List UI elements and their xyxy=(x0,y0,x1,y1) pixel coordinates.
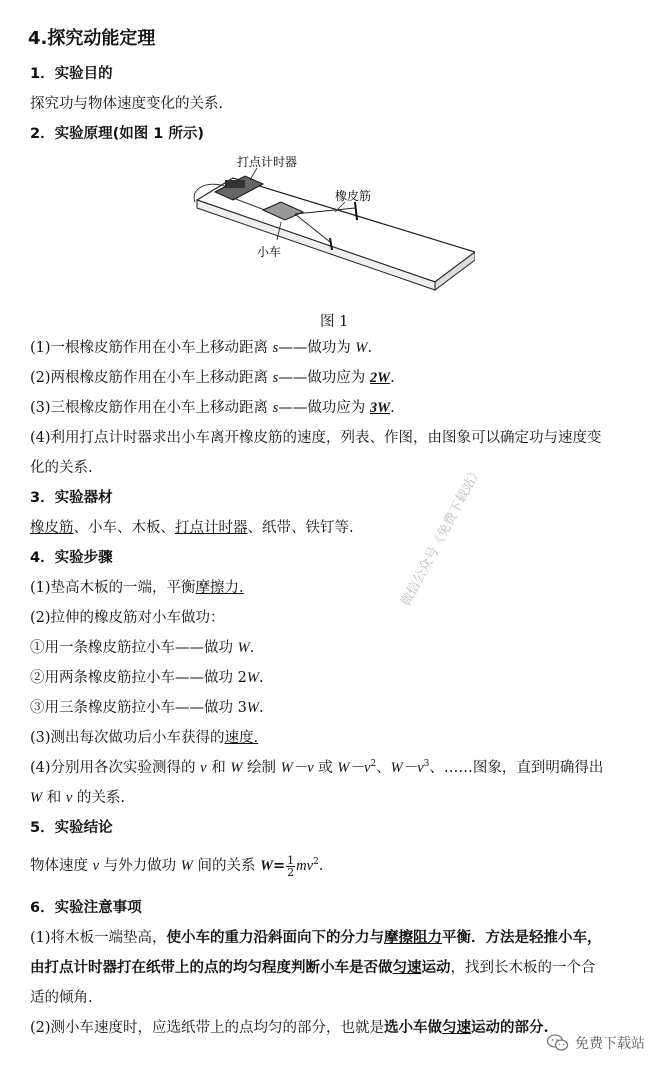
step-3: (3)测出每次做功后小车获得的速度. xyxy=(30,730,259,746)
wechat-icon xyxy=(547,1034,569,1052)
note-1-end: 适的倾角. xyxy=(30,990,93,1006)
section-1-body: 探究功与物体速度变化的关系. xyxy=(30,96,224,112)
experiment-figure xyxy=(185,150,475,300)
note-1-cont: 由打点计时器打在纸带上的点的均匀程度判断小车是否做匀速运动，找到长木板的一个合 xyxy=(30,959,596,976)
step-2-c: ③用三条橡皮筋拉小车——做功 3W. xyxy=(30,700,264,716)
principle-line-2: (2)两根橡皮筋作用在小车上移动距离 s——做功应为 2W. xyxy=(30,370,395,386)
figure-caption: 图 1 xyxy=(320,314,349,330)
section-5-heading: 5．实验结论 xyxy=(30,820,113,836)
equipment-list: 橡皮筋、小车、木板、打点计时器、纸带、铁钉等. xyxy=(30,520,354,536)
step-2-b: ②用两条橡皮筋拉小车——做功 2W. xyxy=(30,670,264,686)
step-2: (2)拉伸的橡皮筋对小车做功： xyxy=(30,610,225,626)
step-2-a: ①用一条橡皮筋拉小车——做功 W. xyxy=(30,640,255,656)
section-4-heading: 4．实验步骤 xyxy=(30,550,113,566)
section-3-heading: 3．实验器材 xyxy=(30,490,113,506)
principle-line-4-cont: 化的关系. xyxy=(30,460,93,476)
section-6-heading: 6．实验注意事项 xyxy=(30,900,142,916)
note-1: (1)将木板一端垫高，使小车的重力沿斜面向下的分力与摩擦阻力平衡．方法是轻推小车， xyxy=(30,929,602,946)
section-2-heading: 2．实验原理(如图 1 所示) xyxy=(30,126,205,142)
label-rubber-band: 橡皮筋 xyxy=(335,189,372,203)
brand-badge xyxy=(547,1033,645,1053)
fraction-half: $\frac{1}{2}$ xyxy=(287,853,295,879)
step-4: (4)分别用各次实验测得的 v 和 W 绘制 W－v 或 $W-v^2$、$W-v^3$、……图象，直到明确得出 xyxy=(30,759,604,776)
principle-line-4: (4)利用打点计时器求出小车离开橡皮筋的速度，列表、作图，由图象可以确定功与速度变 xyxy=(30,430,602,446)
step-1: (1)垫高木板的一端，平衡摩擦力. xyxy=(30,580,244,596)
page-title: 4.探究动能定理 xyxy=(28,28,156,49)
conclusion-formula: 物体速度 v 与外力做功 W 间的关系 W= $\frac{1}{2}$ $mv^2$. xyxy=(30,853,324,879)
step-4-cont: W 和 v 的关系. xyxy=(30,790,125,806)
label-cart: 小车 xyxy=(257,245,282,259)
watermark: 微信公众号《免费下载站》 xyxy=(398,464,486,609)
principle-line-3: (3)三根橡皮筋作用在小车上移动距离 s——做功应为 3W. xyxy=(30,400,395,416)
section-1-heading: 1．实验目的 xyxy=(30,66,113,82)
label-timer: 打点计时器 xyxy=(237,155,298,169)
note-2: (2)测小车速度时，应选纸带上的点均匀的部分，也就是选小车做匀速运动的部分. xyxy=(30,1019,549,1036)
principle-line-1: (1)一根橡皮筋作用在小车上移动距离 s——做功为 W. xyxy=(30,340,373,356)
brand-name: 免费下载站 xyxy=(575,1036,645,1052)
